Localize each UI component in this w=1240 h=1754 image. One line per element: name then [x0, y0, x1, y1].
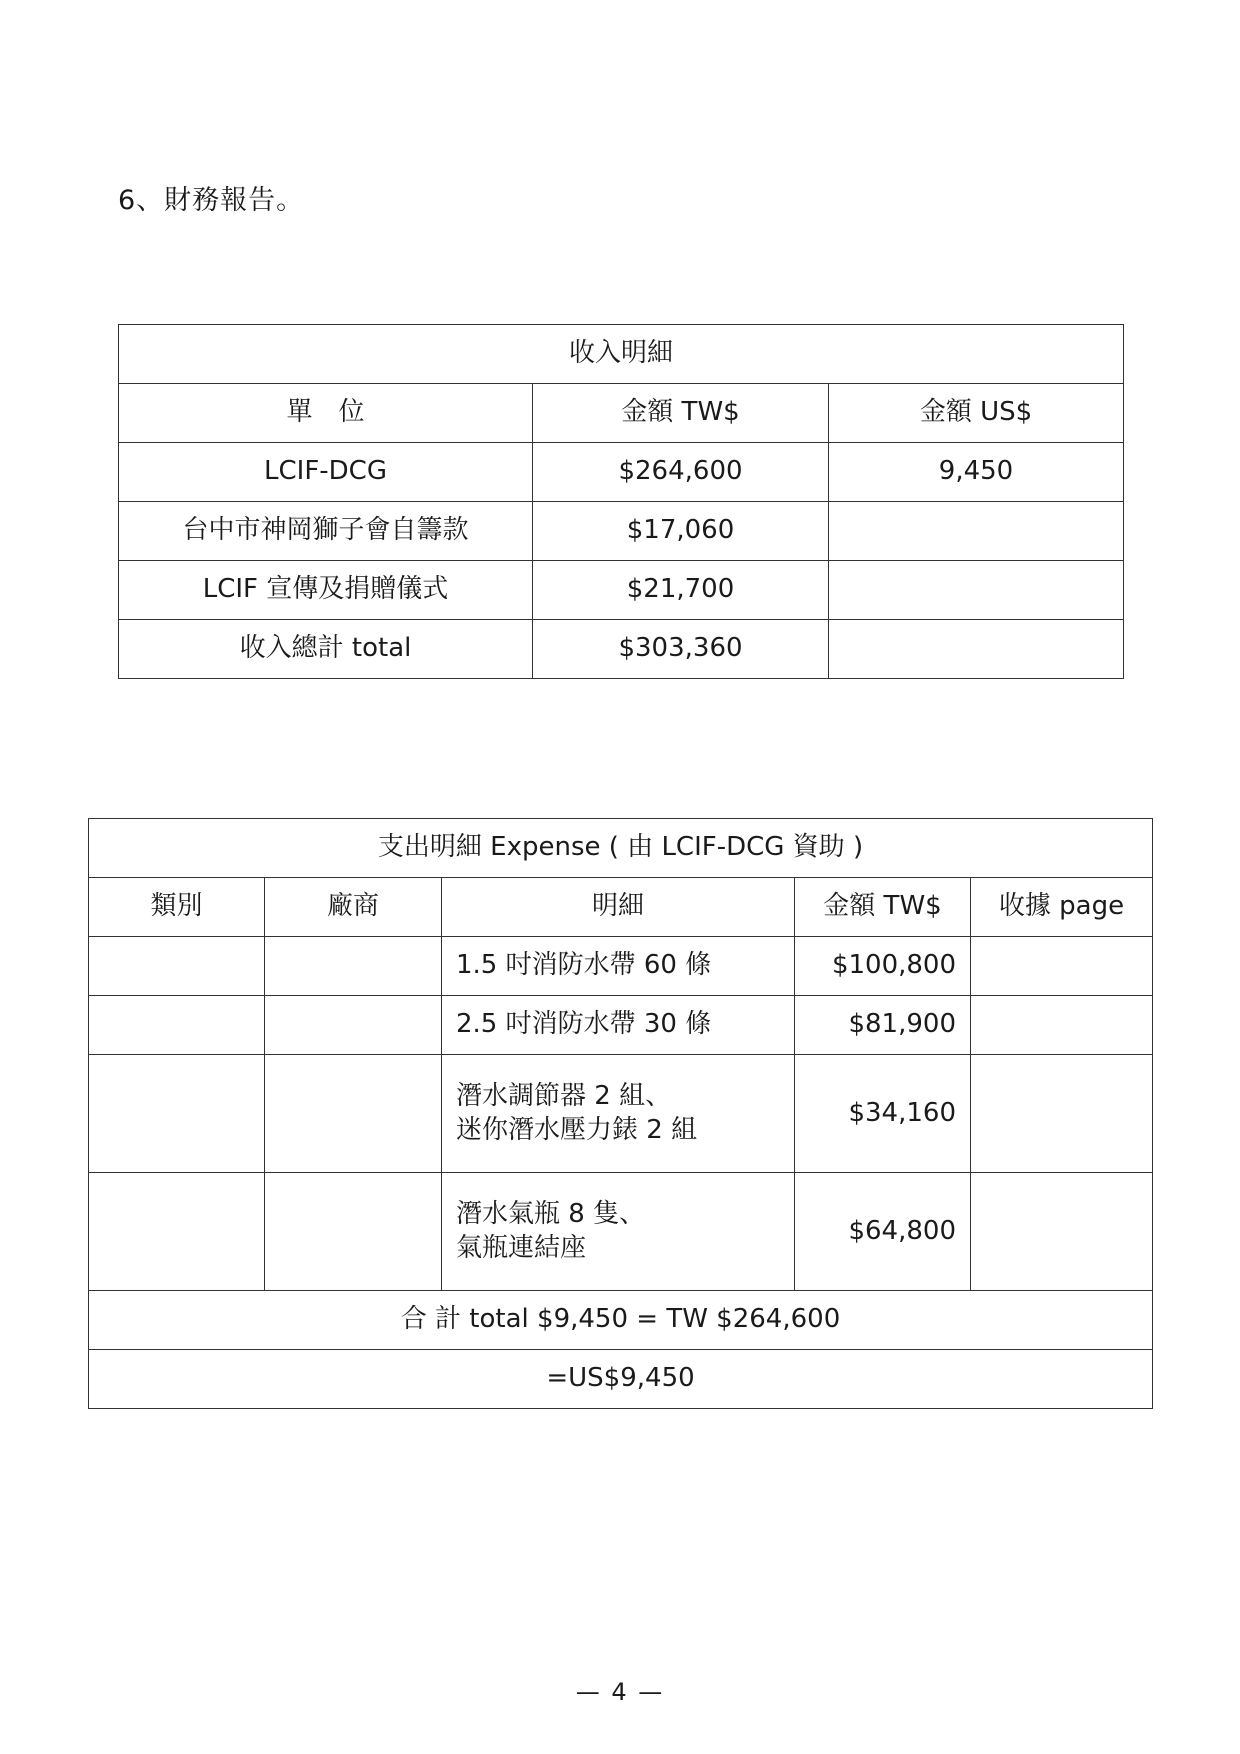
- income-amount-twd: $21,700: [533, 561, 829, 620]
- header-receipt-page: 收據 page: [971, 878, 1153, 937]
- header-category: 類別: [89, 878, 265, 937]
- expense-vendor: [265, 1173, 442, 1291]
- expense-total-usd: =US$9,450: [89, 1350, 1153, 1409]
- expense-category: [89, 937, 265, 996]
- table-row: [89, 1173, 1153, 1291]
- table-row: [119, 443, 1124, 502]
- income-total-label: 收入總計 total: [119, 620, 533, 679]
- table-row: [89, 996, 1153, 1055]
- income-source: 台中市神岡獅子會自籌款: [119, 502, 533, 561]
- expense-vendor: [265, 996, 442, 1055]
- table-row: [89, 1055, 1153, 1173]
- expense-total-row: [89, 1291, 1153, 1350]
- expense-receipt: [971, 996, 1153, 1055]
- expense-receipt: [971, 1055, 1153, 1173]
- income-source: LCIF-DCG: [119, 443, 533, 502]
- income-total-twd: $303,360: [533, 620, 829, 679]
- table-row: [119, 561, 1124, 620]
- income-source: LCIF 宣傳及捐贈儀式: [119, 561, 533, 620]
- expense-detail: 潛水調節器 2 組、 迷你潛水壓力錶 2 組: [442, 1055, 795, 1173]
- income-amount-usd: [829, 502, 1124, 561]
- expense-header-row: [89, 878, 1153, 937]
- income-total-row: [119, 620, 1124, 679]
- income-amount-twd: $17,060: [533, 502, 829, 561]
- expense-receipt: [971, 937, 1153, 996]
- expense-amount: $100,800: [795, 937, 971, 996]
- header-unit: 單 位: [119, 384, 533, 443]
- income-amount-twd: $264,600: [533, 443, 829, 502]
- expense-detail: 1.5 吋消防水帶 60 條: [442, 937, 795, 996]
- income-amount-usd: 9,450: [829, 443, 1124, 502]
- expense-amount: $81,900: [795, 996, 971, 1055]
- income-total-usd: [829, 620, 1124, 679]
- table-row: [119, 502, 1124, 561]
- expense-table: [88, 818, 1153, 1409]
- expense-amount: $64,800: [795, 1173, 971, 1291]
- section-heading: 6、財務報告。: [118, 185, 305, 216]
- header-amount-usd: 金額 US$: [829, 384, 1124, 443]
- expense-amount: $34,160: [795, 1055, 971, 1173]
- expense-vendor: [265, 937, 442, 996]
- income-amount-usd: [829, 561, 1124, 620]
- expense-receipt: [971, 1173, 1153, 1291]
- expense-vendor: [265, 1055, 442, 1173]
- header-vendor: 廠商: [265, 878, 442, 937]
- expense-category: [89, 1173, 265, 1291]
- table-row: [89, 937, 1153, 996]
- expense-title-row: [89, 819, 1153, 878]
- expense-table-title: 支出明細 Expense ( 由 LCIF-DCG 資助 ): [89, 819, 1153, 878]
- expense-total: 合 計 total $9,450 = TW $264,600: [89, 1291, 1153, 1350]
- header-amount-twd: 金額 TW$: [795, 878, 971, 937]
- income-table-title: 收入明細: [119, 325, 1124, 384]
- expense-category: [89, 1055, 265, 1173]
- page-number: — 4 —: [575, 1678, 665, 1706]
- header-detail: 明細: [442, 878, 795, 937]
- income-title-row: [119, 325, 1124, 384]
- income-header-row: [119, 384, 1124, 443]
- expense-detail: 2.5 吋消防水帶 30 條: [442, 996, 795, 1055]
- expense-detail: 潛水氣瓶 8 隻、 氣瓶連結座: [442, 1173, 795, 1291]
- expense-category: [89, 996, 265, 1055]
- expense-total-usd-row: [89, 1350, 1153, 1409]
- income-table: [118, 324, 1124, 679]
- header-amount-twd: 金額 TW$: [533, 384, 829, 443]
